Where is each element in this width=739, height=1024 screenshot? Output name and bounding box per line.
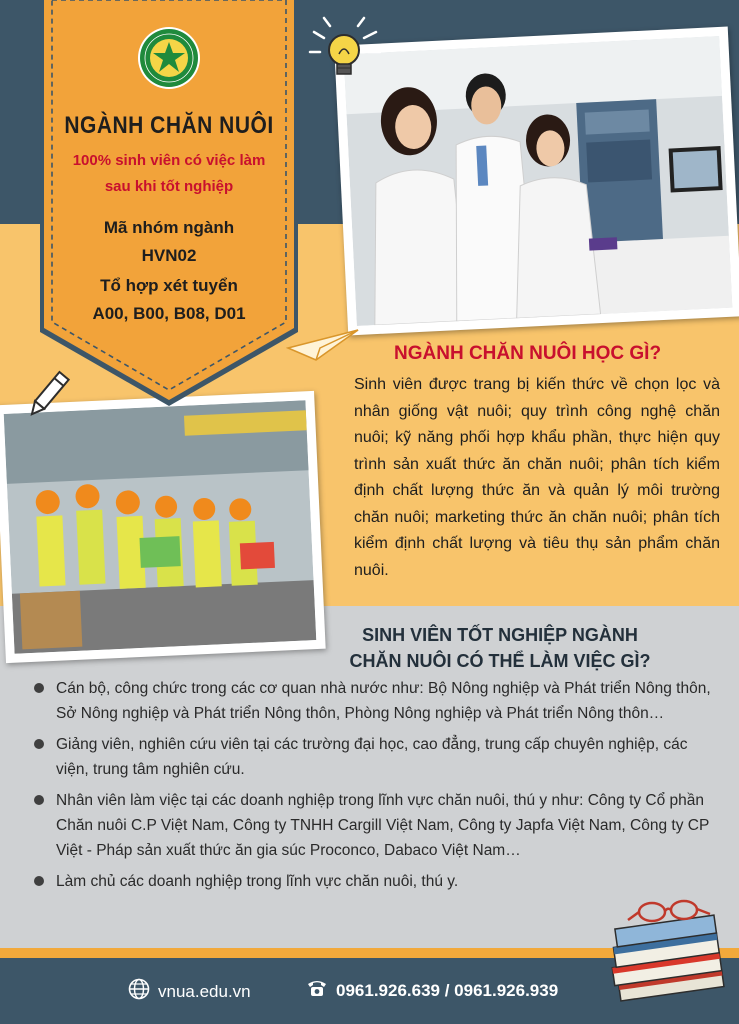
careers-heading — [300, 622, 700, 674]
list-item — [34, 676, 714, 726]
employment-rate-line1: 100% sinh viên có việc làm — [72, 152, 266, 169]
list-item — [34, 869, 714, 894]
list-item — [34, 732, 714, 782]
lab-photo — [334, 27, 739, 336]
curriculum-heading: NGÀNH CHĂN NUÔI HỌC GÌ? — [394, 343, 662, 364]
phone-numbers[interactable]: 0961.926.639 / 0961.926.939 — [336, 980, 559, 1000]
curriculum-text: Sinh viên được trang bị kiến thức về chọn lọc và nhân giống vật nuôi; quy trình công nghệ chăn nuôi; kỹ năng phối hợp khẩu phần, thực hiện quy trình sản xuất thức ăn chăn nuôi; phân tích kiểm định chất lượng thức ăn và quản lý môi trường chăn nuôi; marketing thức ăn chăn nuôi; phân tích kiểm định chất lượng và tiêu thụ sản phẩm chăn nuôi. — [354, 376, 720, 579]
careers-list — [34, 676, 714, 900]
employment-rate-line2: sau khi tốt nghiệp — [104, 178, 234, 195]
website-link[interactable]: vnua.edu.vn — [158, 981, 251, 1001]
paper-plane-icon — [286, 326, 362, 371]
admission-combo-value: A00, B00, B08, D01 — [92, 304, 246, 323]
phone-contact — [306, 978, 558, 1003]
lightbulb-icon — [306, 14, 386, 93]
list-item-text: Cán bộ, công chức trong các cơ quan nhà nước như: Bộ Nông nghiệp và Phát triển Nông thôn, Sở Nông nghiệp và Phát triển Nông thôn, Phòng Nông nghiệp và Phát triển Nông thôn… — [56, 680, 711, 722]
bullet-icon — [34, 876, 44, 886]
globe-icon — [128, 978, 150, 1005]
books-icon — [606, 892, 730, 1009]
list-item — [34, 788, 714, 863]
field-trip-photo — [0, 391, 326, 663]
group-code-label: Mã nhóm ngành — [103, 218, 235, 237]
careers-heading-line2: CHĂN NUÔI CÓ THỂ LÀM VIỆC GÌ? — [349, 651, 651, 671]
bullet-icon — [34, 683, 44, 693]
pencil-icon — [26, 370, 70, 425]
program-banner — [40, 0, 298, 410]
university-seal-icon — [137, 26, 201, 90]
website-contact — [128, 978, 251, 1005]
telephone-icon — [306, 978, 328, 1003]
list-item-text: Giảng viên, nghiên cứu viên tại các trường đại học, cao đẳng, trung cấp chuyên nghiệp, các viện, trung tâm nghiên cứu. — [56, 736, 688, 778]
list-item-text: Nhân viên làm việc tại các doanh nghiệp trong lĩnh vực chăn nuôi, thú y như: Công ty Cổ phần Chăn nuôi C.P Việt Nam, Công ty TNHH Cargill Việt Nam, Công ty Japfa Việt Nam, Công ty CP Việt - Pháp sản xuất thức ăn gia súc Proconco, Dabaco Việt Nam… — [56, 792, 710, 859]
list-item-text: Làm chủ các doanh nghiệp trong lĩnh vực chăn nuôi, thú y. — [56, 873, 459, 890]
bullet-icon — [34, 739, 44, 749]
bullet-icon — [34, 795, 44, 805]
admission-combo-label: Tổ hợp xét tuyển — [100, 276, 238, 295]
careers-heading-line1: SINH VIÊN TỐT NGHIỆP NGÀNH — [362, 625, 638, 645]
group-code-value: HVN02 — [141, 246, 197, 265]
program-title: NGÀNH CHĂN NUÔI — [64, 112, 274, 139]
